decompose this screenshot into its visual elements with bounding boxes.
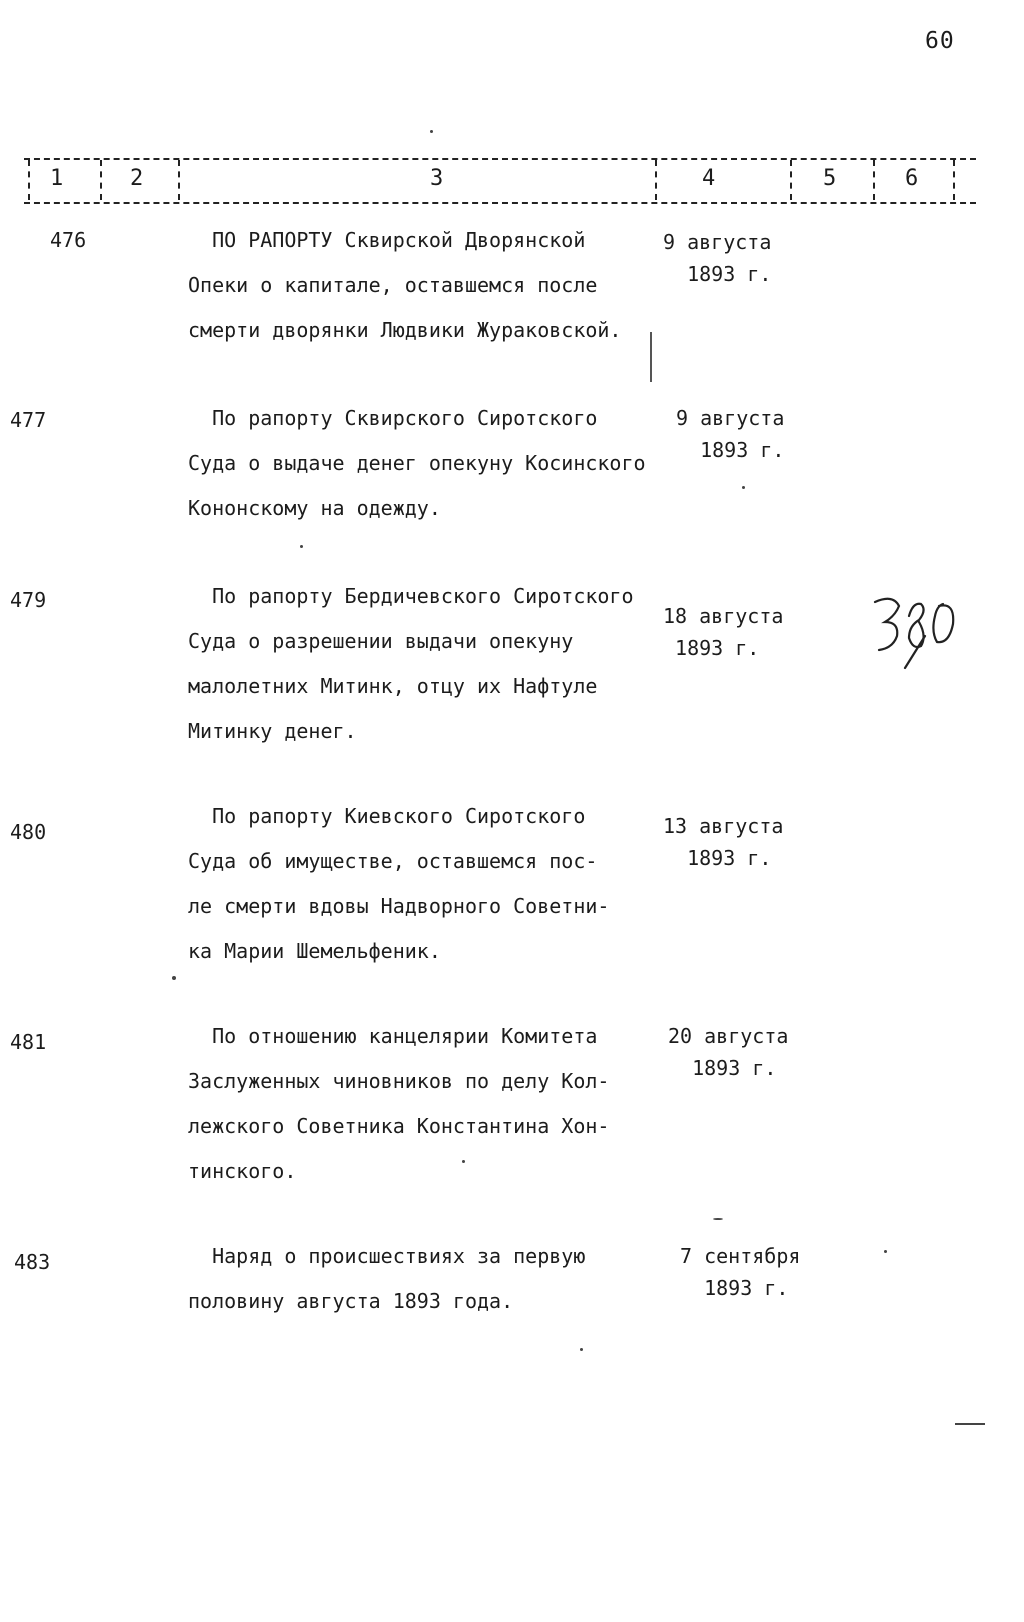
entry-description <box>188 574 678 754</box>
scan-speck <box>172 976 176 980</box>
header-separator <box>790 160 792 200</box>
header-separator <box>873 160 875 200</box>
entry-number: 481 <box>10 1030 47 1054</box>
entry-description <box>188 1014 678 1194</box>
header-column-3: 3 <box>430 166 444 191</box>
date-line: 13 августа <box>663 814 784 838</box>
date-line: 1893 г. <box>663 262 772 286</box>
entry-line: ПО РАПОРТУ Сквирской Дворянской <box>188 228 586 252</box>
entry-line: Суда об имуществе, оставшемся пос- <box>188 849 598 873</box>
date-line: 1893 г. <box>676 438 785 462</box>
entry-date <box>676 402 784 466</box>
header-column-1: 1 <box>50 166 64 191</box>
entry-line: Суда о разрешении выдачи опекуну <box>188 629 574 653</box>
entry-line: Суда о выдаче денег опекуну Косинского <box>188 451 646 475</box>
entry-description <box>188 396 678 531</box>
entry-line: По рапорту Сквирского Сиротского <box>188 406 598 430</box>
scan-speck <box>580 1348 583 1351</box>
entry-description <box>188 1234 678 1324</box>
header-column-2: 2 <box>130 166 144 191</box>
entry-number: 479 <box>10 588 47 612</box>
date-line: 20 августа <box>668 1024 789 1048</box>
header-column-6: 6 <box>905 166 919 191</box>
entry-number: 476 <box>50 228 87 252</box>
entry-number: 480 <box>10 820 47 844</box>
header-separator <box>655 160 657 200</box>
date-line: 7 сентября <box>680 1244 801 1268</box>
entry-line: Митинку денег. <box>188 719 357 743</box>
header-separator <box>28 160 30 200</box>
entry-line: По рапорту Киевского Сиротского <box>188 804 586 828</box>
scan-speck <box>713 1218 723 1220</box>
entry-line: Наряд о происшествиях за первую <box>188 1244 586 1268</box>
entry-line: малолетних Митинк, отцу их Нафтуле <box>188 674 598 698</box>
entry-date <box>663 226 771 290</box>
entry-line: ка Марии Шемельфеник. <box>188 939 441 963</box>
entry-number: 483 <box>14 1250 51 1274</box>
date-line: 9 августа <box>663 230 772 254</box>
scan-speck <box>462 1160 465 1163</box>
entry-date <box>668 1020 788 1084</box>
entry-date <box>663 600 783 664</box>
header-top-rule <box>24 158 976 160</box>
date-line: 1893 г. <box>668 1056 777 1080</box>
entry-date <box>663 810 783 874</box>
scan-speck <box>430 130 433 133</box>
margin-dash-mark <box>955 1423 985 1425</box>
handwritten-380-icon <box>865 592 965 674</box>
entry-number: 477 <box>10 408 47 432</box>
date-line: 18 августа <box>663 604 784 628</box>
scan-speck <box>742 486 745 489</box>
page-number: 60 <box>925 28 955 54</box>
date-line: 1893 г. <box>663 636 760 660</box>
entry-line: По отношению канцелярии Комитета <box>188 1024 598 1048</box>
header-separator <box>178 160 180 200</box>
header-bottom-rule <box>24 202 976 204</box>
date-line: 1893 г. <box>663 846 772 870</box>
entry-line: лежского Советника Константина Хон- <box>188 1114 610 1138</box>
header-column-5: 5 <box>823 166 837 191</box>
entry-line: половину августа 1893 года. <box>188 1289 514 1313</box>
scan-speck <box>300 545 303 548</box>
entry-date <box>680 1240 800 1304</box>
date-line: 1893 г. <box>680 1276 789 1300</box>
date-line: 9 августа <box>676 406 785 430</box>
header-separator <box>953 160 955 200</box>
entry-line: Заслуженных чиновников по делу Кол- <box>188 1069 610 1093</box>
entry-line: Опеки о капитале, оставшемся после <box>188 273 598 297</box>
entry-description <box>188 218 678 353</box>
entry-description <box>188 794 678 974</box>
entry-line: тинского. <box>188 1159 297 1183</box>
scan-speck <box>884 1250 887 1253</box>
header-separator <box>100 160 102 200</box>
header-column-4: 4 <box>702 166 716 191</box>
handwritten-margin-note <box>865 592 965 674</box>
entry-line: смерти дворянки Людвики Жураковской. <box>188 318 622 342</box>
entry-line: ле смерти вдовы Надворного Советни- <box>188 894 610 918</box>
entry-line: Кононскому на одежду. <box>188 496 441 520</box>
entry-line: По рапорту Бердичевского Сиротского <box>188 584 634 608</box>
